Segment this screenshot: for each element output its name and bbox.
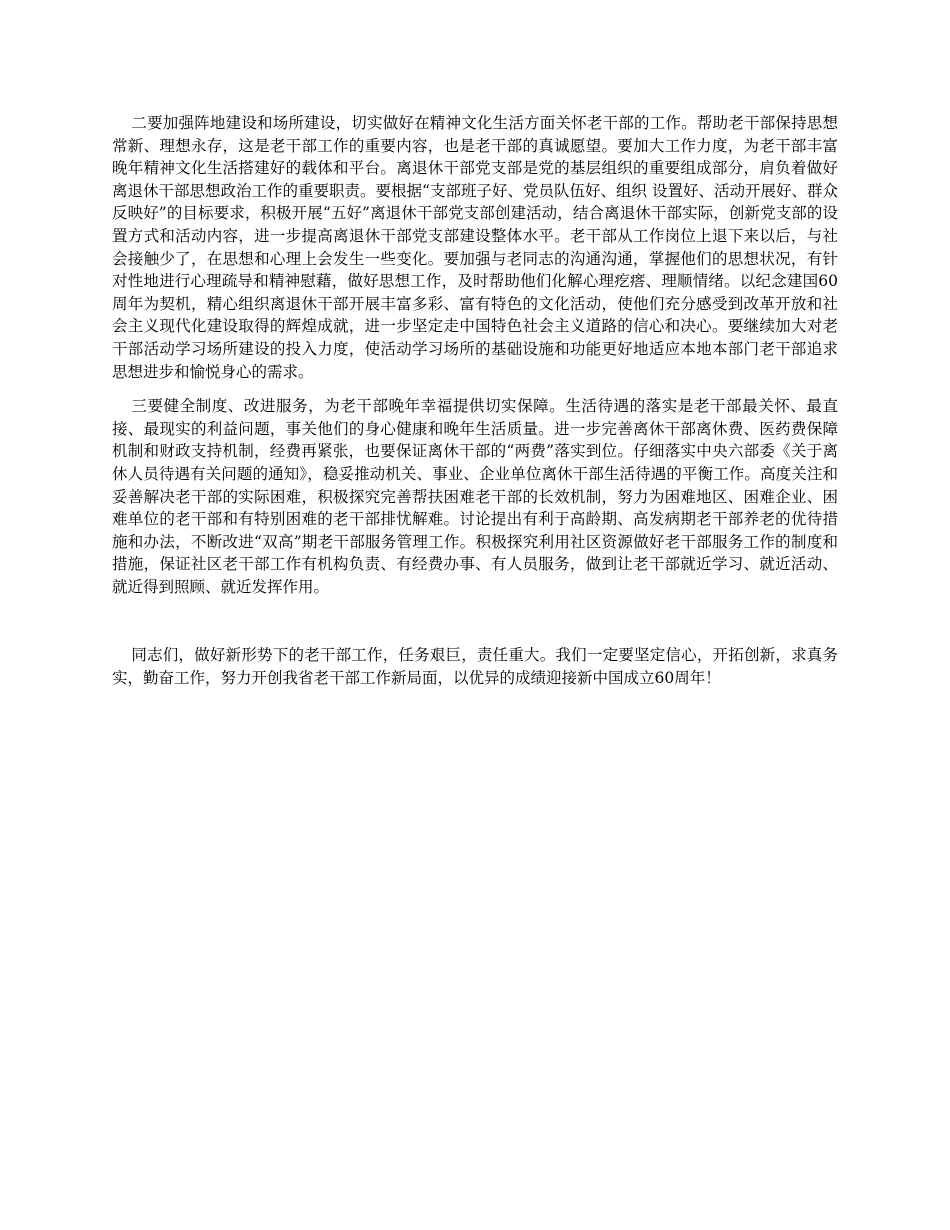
body-paragraph-1: 二要加强阵地建设和场所建设，切实做好在精神文化生活方面关怀老干部的工作。帮助老干部保持思想常新、理想永存，这是老干部工作的重要内容，也是老干部的真诚愿望。要加大工作力度，为老干部丰富晚年精神文化生活搭建好的载体和平台。离退休干部党支部是党的基层组织的重要组成部分，肩负着做好离退休干部思想政治工作的重要职责。要根据“支部班子好、党员队伍好、组织 设置好、活动开展好、群众反映好”的目标要求，积极开展“五好”离退休干部党支部创建活动，结合离退休干部实际，创新党支部的设置方式和活动内容，进一步提高离退休干部党支部建设整体水平。老干部从工作岗位上退下来以后，与社会接触少了，在思想和心理上会发生一些变化。要加强与老同志的沟通沟通，掌握他们的思想状况，有针对性地进行心理疏导和精神慰藉，做好思想工作，及时帮助他们化解心理疙瘩、理顺情绪。以纪念建国60周年为契机，精心组织离退休干部开展丰富多彩、富有特色的文化活动，使他们充分感受到改革开放和社会主义现代化建设取得的辉煌成就，进一步坚定走中国特色社会主义道路的信心和决心。要继续加大对老干部活动学习场所建设的投入力度，使活动学习场所的基础设施和功能更好地适应本地本部门老干部追求思想进步和愉悦身心的需求。: [112, 114, 838, 381]
body-paragraph-2: 三要健全制度、改进服务，为老干部晚年幸福提供切实保障。生活待遇的落实是老干部最关怀、最直接、最现实的利益问题，事关他们的身心健康和晚年生活质量。进一步完善离休干部离休费、医药费保障机制和财政支持机制，经费再紧张，也要保证离休干部的“两费”落实到位。仔细落实中央六部委《关于离休人员待遇有关问题的通知》，稳妥推动机关、事业、企业单位离休干部生活待遇的平衡工作。高度关注和妥善解决老干部的实际困难，积极探究完善帮扶困难老干部的长效机制，努力为困难地区、困难企业、困难单位的老干部和有特别困难的老干部排忧解难。讨论提出有利于高龄期、高发病期老干部养老的优待措施和办法，不断改进“双高”期老干部服务管理工作。积极探究利用社区资源做好老干部服务工作的制度和措施，保证社区老干部工作有机构负责、有经费办事、有人员服务，做到让老干部就近学习、就近活动、就近得到照顾、就近发挥作用。: [112, 397, 838, 596]
closing-paragraph: 同志们，做好新形势下的老干部工作，任务艰巨，责任重大。我们一定要坚定信心，开拓创新，求真务实，勤奋工作，努力开创我省老干部工作新局面，以优异的成绩迎接新中国成立60周年！: [112, 646, 838, 688]
document-page: [112, 112, 838, 702]
